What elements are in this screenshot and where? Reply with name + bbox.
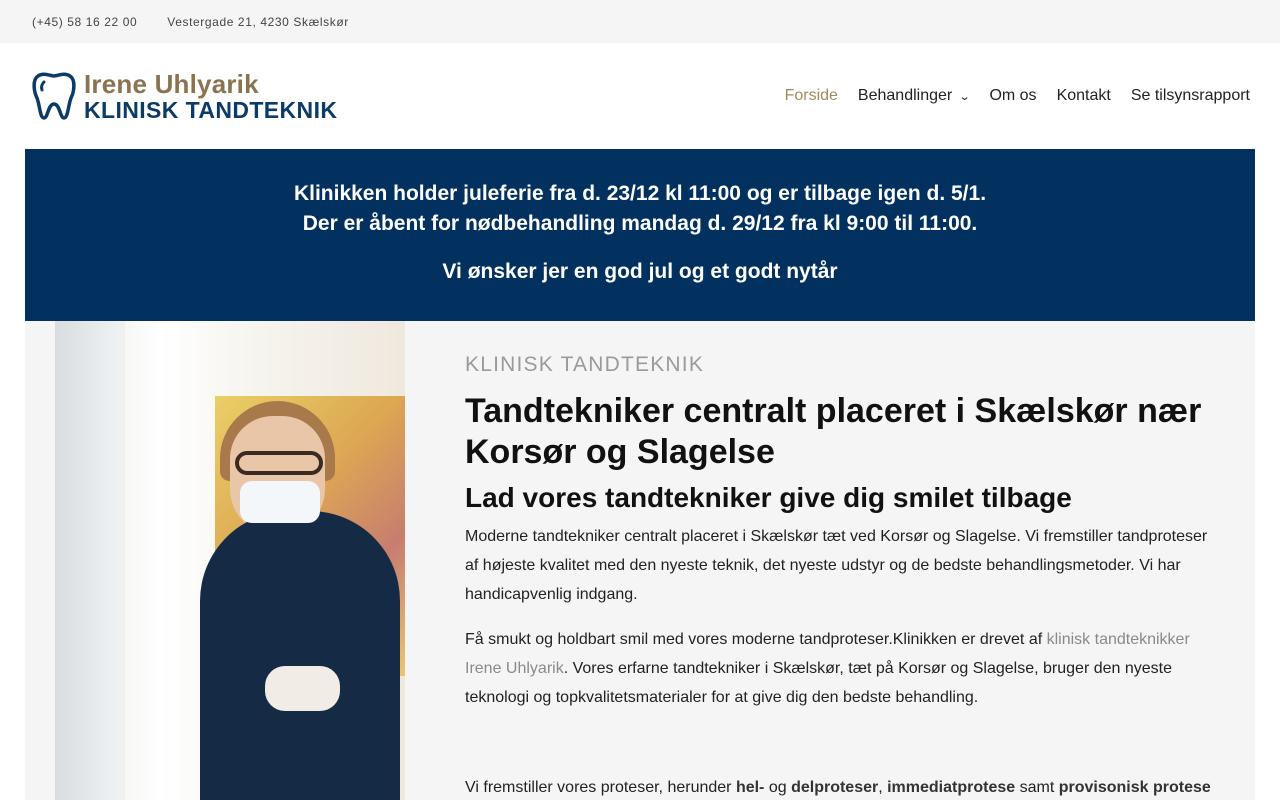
banner-line-3: Vi ønsker jer en god jul og et godt nytår	[442, 260, 838, 283]
owner-link[interactable]: klinisk tandteknikker Irene Uhlyarik	[465, 631, 1190, 677]
logo-name: Irene Uhlyarik	[84, 68, 259, 99]
products-paragraph	[465, 773, 1225, 800]
nav-item-om-os[interactable]	[989, 87, 1036, 105]
about-text-start: Få smukt og holdbart smil med vores moderne tandproteser.Klinikken er drevet af	[465, 631, 1047, 648]
nav-item-forside[interactable]	[785, 87, 838, 105]
products-text: samt	[1015, 779, 1059, 796]
nav-item-label: Kontakt	[1056, 87, 1111, 104]
intro-paragraph: Moderne tandtekniker centralt placeret i Skælskør tæt ved Korsør og Slagelse. Vi fremstiller tandproteser af højeste kvalitet med den nyeste teknik, det nyeste udstyr og de bedste behandlingsmetoder. Vi har handicapvenlig indgang.	[465, 528, 1208, 603]
banner-line-1: Klinikken holder juleferie fra d. 23/12 kl 11:00 og er tilbage igen d. 5/1.	[293, 182, 987, 205]
page-subtitle: Lad vores tandtekniker give dig smilet tilbage	[465, 482, 1072, 513]
section-kicker: KLINISK TANDTEKNIK	[465, 353, 705, 376]
site-header	[0, 43, 1280, 149]
nav-item-label: Se tilsynsrapport	[1130, 87, 1250, 104]
page-title: Tandtekniker centralt placeret i Skælskør nær Korsør og Slagelse	[465, 392, 1202, 471]
top-bar	[0, 0, 1280, 43]
logo-subtitle: KLINISK TANDTEKNIK	[84, 96, 338, 123]
main-nav	[765, 87, 1250, 105]
product-delproteser: delproteser	[791, 779, 879, 796]
logo[interactable]	[30, 70, 337, 122]
about-text-end: . Vores erfarne tandtekniker i Skælskør, tæt på Korsør og Slagelse, bruger den nyeste teknologi og topkvalitetsmaterialer for at give dig den bedste behandling.	[465, 660, 1172, 706]
about-paragraph	[465, 625, 1225, 712]
products-text: ,	[878, 779, 888, 796]
hero-section	[25, 321, 1255, 800]
nav-item-label: Om os	[989, 87, 1037, 104]
product-provisorisk: provisonisk protese	[1058, 779, 1211, 796]
nav-item-kontakt[interactable]	[1057, 87, 1111, 105]
hero-text	[405, 321, 1225, 800]
nav-item-label: Behandlinger	[857, 87, 953, 104]
address: Vestergade 21, 4230 Skælskør	[167, 14, 349, 29]
products-text: Vi fremstiller vores proteser, herunder	[465, 779, 736, 796]
phone-number[interactable]: (+45) 58 16 22 00	[32, 14, 138, 29]
holiday-banner	[25, 149, 1255, 321]
product-immediatprotese: immediatprotese	[887, 779, 1016, 796]
banner-line-2: Der er åbent for nødbehandling mandag d. 29/12 fra kl 9:00 til 11:00.	[302, 212, 978, 235]
nav-item-label: Forside	[784, 87, 838, 104]
nav-item-tilsynsrapport[interactable]	[1131, 87, 1250, 105]
tooth-icon	[30, 70, 78, 122]
chevron-down-icon: ⌄	[958, 90, 971, 103]
nav-item-behandlinger[interactable]	[858, 87, 970, 105]
products-text: og	[764, 779, 792, 796]
product-hel: hel-	[735, 779, 765, 796]
dental-technician-photo	[55, 321, 405, 800]
